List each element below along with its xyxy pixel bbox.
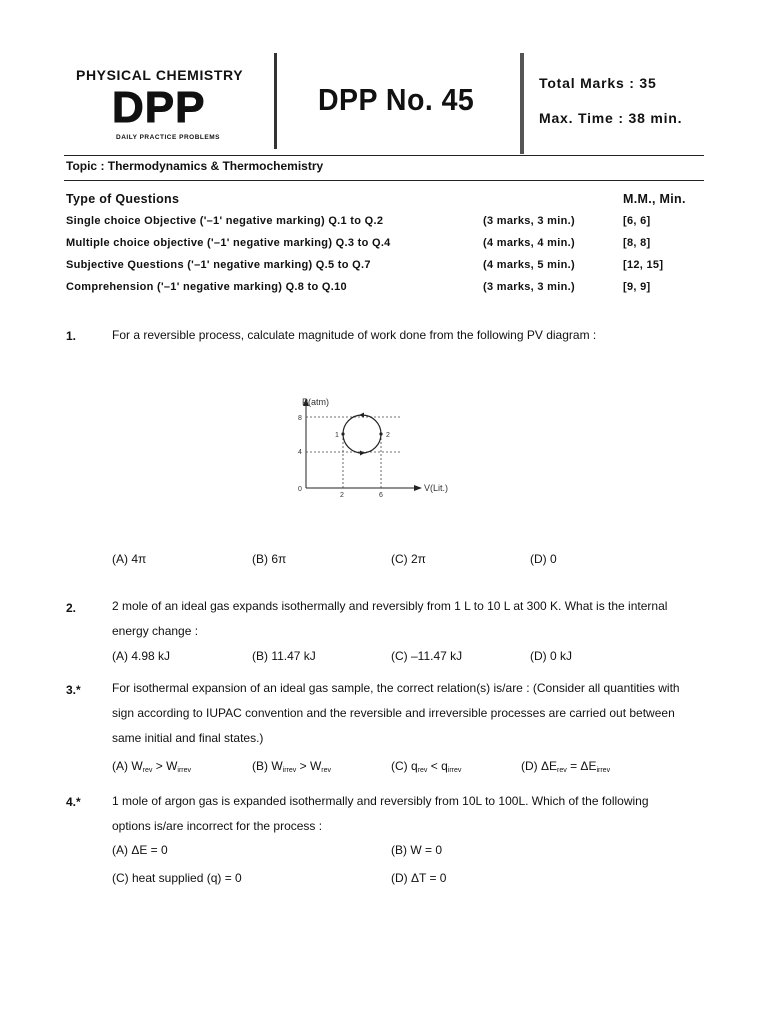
option-a[interactable]: (A) 4π — [112, 552, 147, 566]
option-c[interactable]: (C) 2π — [391, 552, 426, 566]
v-axis-arrow-icon — [414, 485, 422, 491]
question-text: For a reversible process, calculate magnitude of work done from the following PV diagram : — [112, 328, 597, 342]
question-text-line: 1 mole of argon gas is expanded isothermally and reversibly from 10L to 100L. Which of the following — [112, 794, 649, 808]
option-a[interactable]: (A) 4.98 kJ — [112, 649, 171, 663]
question-text — [112, 789, 712, 839]
total-marks: Total Marks : 35 — [539, 75, 657, 91]
question-type-marks: (4 marks, 5 min.) — [483, 259, 575, 271]
question-type-marks: (4 marks, 4 min.) — [483, 237, 575, 249]
dpp-number-title: DPP No. 45 — [318, 82, 475, 117]
subscript: irrev — [177, 767, 192, 774]
question-text-line: 2 mole of an ideal gas expands isothermally and reversibly from 1 L to 10 L at 300 K. What is the internal — [112, 599, 668, 613]
p-tick-label: 8 — [298, 415, 302, 422]
v-axis-label: V(Lit.) — [424, 483, 449, 493]
point-1-marker — [341, 432, 344, 435]
question-type-heading: Type of Questions — [66, 192, 180, 206]
point-label: 1 — [335, 432, 339, 439]
header-divider-right — [520, 53, 524, 154]
option-prefix: (D) ΔE — [521, 759, 558, 773]
question-type-label: Multiple choice objective ('–1' negative marking) Q.3 to Q.4 — [66, 237, 391, 249]
marks-minutes-heading: M.M., Min. — [623, 192, 686, 206]
question-type-total: [6, 6] — [623, 215, 651, 227]
subject-title: PHYSICAL CHEMISTRY — [76, 67, 244, 83]
option-relation: > W — [152, 759, 178, 773]
topic-line: Topic : Thermodynamics & Thermochemistry — [66, 159, 324, 173]
subscript: irrev — [596, 767, 611, 774]
option-c[interactable]: (C) –11.47 kJ — [391, 649, 463, 663]
v-tick-label: 2 — [340, 492, 344, 499]
question-type-label: Single choice Objective ('–1' negative marking) Q.1 to Q.2 — [66, 215, 384, 227]
subscript: irrev — [447, 767, 462, 774]
subscript: rev — [142, 767, 153, 774]
p-tick-label: 4 — [298, 449, 302, 456]
option-prefix: (C) q — [391, 759, 418, 773]
option-prefix: (A) W — [112, 759, 143, 773]
p-axis-label: P(atm) — [302, 397, 329, 407]
option-a[interactable]: (A) ΔE = 0 — [112, 843, 168, 857]
option-a[interactable] — [112, 759, 191, 774]
option-b[interactable]: (B) W = 0 — [391, 843, 443, 857]
option-d[interactable] — [521, 759, 610, 774]
question-number: 4.* — [66, 795, 81, 809]
option-d[interactable]: (D) 0 — [530, 552, 557, 566]
topic-bottom-rule — [64, 180, 704, 181]
subscript: rev — [321, 767, 332, 774]
point-label: 2 — [386, 432, 390, 439]
option-b[interactable]: (B) 6π — [252, 552, 287, 566]
question-text — [112, 676, 712, 751]
header-divider-left — [274, 53, 277, 149]
point-2-marker — [379, 432, 382, 435]
question-text — [112, 594, 712, 644]
dpp-logo-subtitle: DAILY PRACTICE PROBLEMS — [116, 134, 220, 141]
question-text-line: same initial and final states.) — [112, 731, 264, 745]
cycle-arrow-bottom-icon — [360, 451, 365, 456]
subscript: rev — [417, 767, 428, 774]
question-text-line: For isothermal expansion of an ideal gas sample, the correct relation(s) is/are : (Consider all quantities with — [112, 681, 680, 695]
pv-diagram — [280, 390, 470, 502]
question-type-total: [9, 9] — [623, 281, 651, 293]
question-type-label: Comprehension ('–1' negative marking) Q.8 to Q.10 — [66, 281, 347, 293]
question-number: 3.* — [66, 683, 81, 697]
option-c[interactable]: (C) heat supplied (q) = 0 — [112, 871, 242, 885]
question-text-line: energy change : — [112, 624, 199, 638]
subscript: rev — [557, 767, 567, 774]
question-number: 1. — [66, 329, 77, 343]
option-c[interactable] — [391, 759, 461, 774]
dpp-logo: DPP — [112, 83, 206, 132]
option-d[interactable]: (D) 0 kJ — [530, 649, 572, 663]
max-time: Max. Time : 38 min. — [539, 110, 683, 126]
cycle-circle — [343, 415, 381, 453]
question-type-marks: (3 marks, 3 min.) — [483, 281, 575, 293]
option-relation: = ΔE — [566, 759, 597, 773]
option-relation: < q — [427, 759, 448, 773]
topic-top-rule — [64, 155, 704, 156]
option-prefix: (B) W — [252, 759, 283, 773]
question-text-line: sign according to IUPAC convention and the reversible and irreversible processes are carried out between — [112, 706, 675, 720]
origin-label: 0 — [298, 486, 302, 493]
question-type-total: [8, 8] — [623, 237, 651, 249]
question-number: 2. — [66, 601, 77, 615]
option-relation: > W — [296, 759, 322, 773]
option-b[interactable]: (B) 11.47 kJ — [252, 649, 316, 663]
v-tick-label: 6 — [379, 492, 383, 499]
option-b[interactable] — [252, 759, 331, 774]
question-text-line: options is/are incorrect for the process : — [112, 819, 323, 833]
option-d[interactable]: (D) ΔT = 0 — [391, 871, 447, 885]
subscript: irrev — [282, 767, 297, 774]
question-type-label: Subjective Questions ('–1' negative marking) Q.5 to Q.7 — [66, 259, 371, 271]
question-type-total: [12, 15] — [623, 259, 664, 271]
question-type-marks: (3 marks, 3 min.) — [483, 215, 575, 227]
